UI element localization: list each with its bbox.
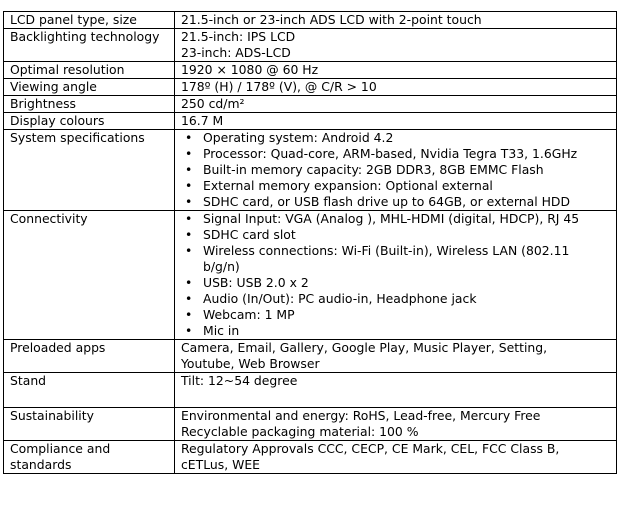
bullet-icon: •	[185, 275, 193, 290]
label-line: Preloaded apps	[10, 340, 106, 355]
list-item	[181, 307, 610, 323]
spec-value	[175, 441, 617, 474]
label-line: Stand	[10, 373, 47, 388]
label-line: Brightness	[10, 96, 77, 111]
list-item	[181, 243, 610, 275]
spec-label	[4, 441, 175, 474]
spec-value	[175, 79, 617, 96]
table-row	[4, 113, 617, 130]
label-line: Optimal resolution	[10, 62, 125, 77]
list-item	[181, 130, 610, 146]
value-line: 250 cd/m²	[181, 96, 245, 111]
spec-label	[4, 373, 175, 408]
spec-value	[175, 340, 617, 373]
label-line: Sustainability	[10, 408, 94, 423]
bullet-icon: •	[185, 307, 193, 322]
list-item-text: Operating system: Android 4.2	[203, 130, 394, 145]
list-item	[181, 275, 610, 291]
value-line: 21.5-inch or 23-inch ADS LCD with 2-point touch	[181, 12, 482, 27]
list-item-text: USB: USB 2.0 x 2	[203, 275, 309, 290]
spec-label	[4, 12, 175, 29]
bullet-icon: •	[185, 227, 193, 242]
spec-value	[175, 12, 617, 29]
bullet-icon: •	[185, 178, 193, 193]
bullet-icon: •	[185, 146, 193, 161]
value-line: 1920 × 1080 @ 60 Hz	[181, 62, 319, 77]
list-item-text: SDHC card, or USB flash drive up to 64GB, or external HDD	[203, 194, 570, 209]
spec-label	[4, 340, 175, 373]
bullet-icon: •	[185, 130, 193, 145]
spec-label	[4, 408, 175, 441]
value-line: Regulatory Approvals CCC, CECP, CE Mark, CEL, FCC Class B,	[181, 441, 560, 456]
label-line: Backlighting technology	[10, 29, 160, 44]
value-line: Youtube, Web Browser	[181, 356, 320, 371]
label-line: Compliance and	[10, 441, 111, 456]
value-line: Tilt: 12~54 degree	[181, 373, 298, 388]
table-row	[4, 340, 617, 373]
list-item-text: Mic in	[203, 323, 240, 338]
spec-value	[175, 211, 617, 340]
table-row	[4, 29, 617, 62]
spec-value	[175, 408, 617, 441]
table-row	[4, 130, 617, 211]
spec-value	[175, 373, 617, 408]
label-line: Viewing angle	[10, 79, 97, 94]
label-line: Connectivity	[10, 211, 88, 226]
value-line: Recyclable packaging material: 100 %	[181, 424, 419, 439]
spec-value	[175, 62, 617, 79]
table-row	[4, 211, 617, 340]
list-item-text: Processor: Quad-core, ARM-based, Nvidia Tegra T33, 1.6GHz	[203, 146, 578, 161]
spec-value	[175, 130, 617, 211]
value-line: 16.7 M	[181, 113, 224, 128]
bullet-icon: •	[185, 162, 193, 177]
value-line: 21.5-inch: IPS LCD	[181, 29, 296, 44]
bullet-list	[181, 211, 610, 339]
list-item-text: Audio (In/Out): PC audio-in, Headphone jack	[203, 291, 477, 306]
label-line: Display colours	[10, 113, 105, 128]
spec-value	[175, 96, 617, 113]
spec-label	[4, 96, 175, 113]
list-item	[181, 323, 610, 339]
table-row	[4, 441, 617, 474]
value-line: Environmental and energy: RoHS, Lead-free, Mercury Free	[181, 408, 541, 423]
list-item	[181, 162, 610, 178]
list-item-text: External memory expansion: Optional external	[203, 178, 493, 193]
list-item-text: Webcam: 1 MP	[203, 307, 295, 322]
value-line: cETLus, WEE	[181, 457, 260, 472]
list-item	[181, 178, 610, 194]
spec-value	[175, 29, 617, 62]
spec-label	[4, 211, 175, 340]
list-item	[181, 146, 610, 162]
table-row	[4, 96, 617, 113]
label-line: System specifications	[10, 130, 145, 145]
list-item	[181, 211, 610, 227]
bullet-icon: •	[185, 323, 193, 338]
specifications-table	[3, 11, 617, 474]
value-line: Camera, Email, Gallery, Google Play, Music Player, Setting,	[181, 340, 548, 355]
table-row	[4, 408, 617, 441]
spec-label	[4, 130, 175, 211]
spec-value	[175, 113, 617, 130]
table-row	[4, 12, 617, 29]
bullet-list	[181, 130, 610, 210]
list-item-text: Built-in memory capacity: 2GB DDR3, 8GB EMMC Flash	[203, 162, 544, 177]
list-item-text: Wireless connections: Wi-Fi (Built-in), Wireless LAN (802.11 b/g/n)	[203, 243, 570, 274]
list-item-text: SDHC card slot	[203, 227, 296, 242]
label-line: standards	[10, 457, 72, 472]
spec-label	[4, 113, 175, 130]
spec-label	[4, 62, 175, 79]
table-row	[4, 79, 617, 96]
table-row	[4, 62, 617, 79]
list-item-text: Signal Input: VGA (Analog ), MHL-HDMI (digital, HDCP), RJ 45	[203, 211, 580, 226]
list-item	[181, 291, 610, 307]
bullet-icon: •	[185, 194, 193, 209]
list-item	[181, 194, 610, 210]
value-line: 178º (H) / 178º (V), @ C/R > 10	[181, 79, 377, 94]
value-line: 23-inch: ADS-LCD	[181, 45, 291, 60]
spec-label	[4, 29, 175, 62]
spec-label	[4, 79, 175, 96]
label-line: LCD panel type, size	[10, 12, 137, 27]
table-row	[4, 373, 617, 408]
bullet-icon: •	[185, 291, 193, 306]
bullet-icon: •	[185, 211, 193, 226]
list-item	[181, 227, 610, 243]
bullet-icon: •	[185, 243, 193, 258]
